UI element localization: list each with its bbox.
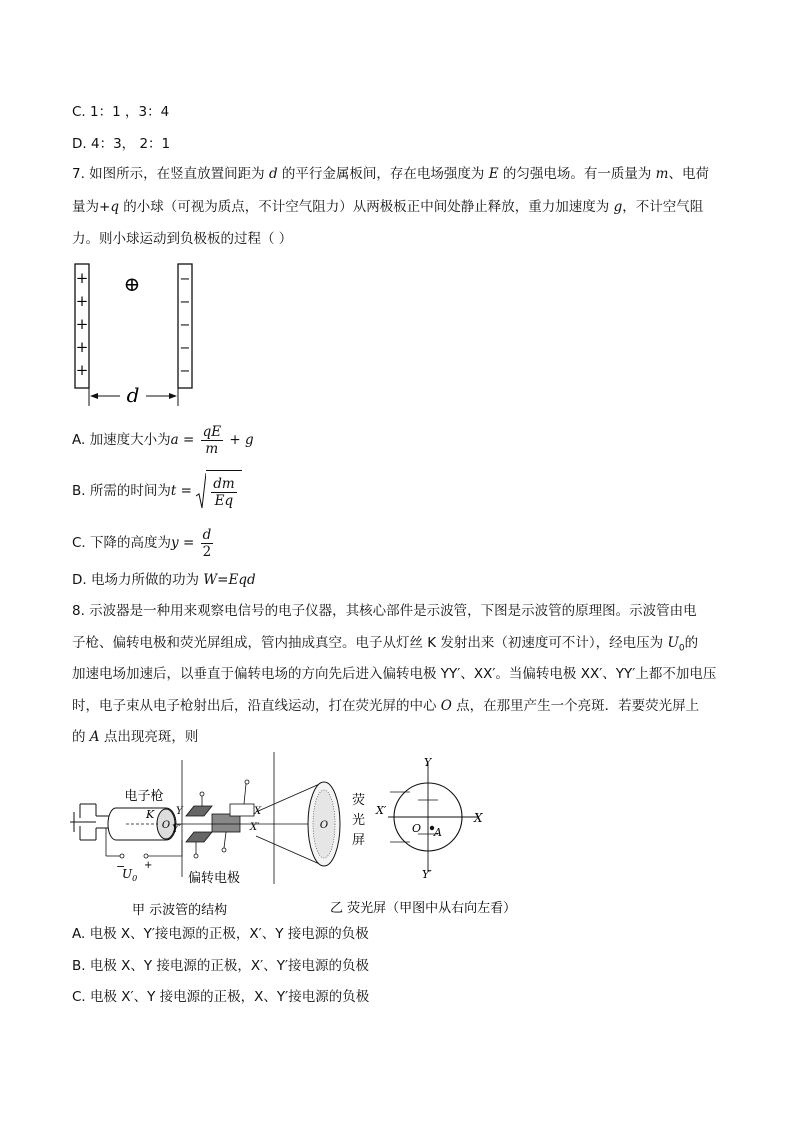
option-label: D. 电场力所做的功为 [72, 572, 204, 588]
option-fraction [201, 424, 224, 457]
plus-sign: + [75, 269, 89, 287]
fraction-numerator: dm [213, 475, 235, 492]
q8-text: 时，电子束从电子枪射出后，沿直线运动，打在荧光屏的中心 [72, 698, 441, 714]
arrow-right-icon [169, 393, 177, 399]
q8-text: 点，在那里产生一个亮斑．若要荧光屏上 [451, 698, 700, 714]
minus-sign: − [179, 295, 191, 310]
option-tail: + g [225, 432, 254, 448]
q8-stem-line3: 加速电场加速后，以垂直于偏转电场的方向先后进入偏转电极 YY′、XX′。当偏转电极 XX′、YY′上都不加电压 [72, 666, 717, 682]
sqrt-expression [196, 470, 241, 512]
fraction-numerator: d [202, 526, 212, 543]
origin-o-label: O [412, 822, 422, 835]
point-a-label: A [434, 826, 442, 839]
q7-option-b [72, 470, 242, 512]
option-expr: W=Eqd [203, 572, 256, 588]
q7-option-d [72, 570, 256, 590]
axis-x-label: X [474, 811, 483, 825]
option-eq: = [178, 432, 199, 448]
q7-text: 的匀强电场。有一质量为 [498, 166, 656, 182]
q8-stem-line5 [72, 727, 198, 747]
q8-stem-line1: 8. 示波器是一种用来观察电信号的电子仪器，其核心部件是示波管，下图是示波管的原理图。示波管由电 [72, 603, 697, 619]
screen-char: 屏 [352, 833, 366, 848]
q7-var-m: m [655, 166, 669, 182]
option-var: y [171, 535, 179, 551]
q7-text: 的小球（可视为质点，不计空气阻力）从两极板正中间处静止释放，重力加速度为 [118, 199, 614, 215]
q8-text: 点出现亮斑，则 [99, 729, 199, 745]
gun-o-label: O [161, 820, 171, 831]
screen-char: 光 [352, 813, 366, 828]
q8-sub: 0 [678, 643, 685, 654]
option-label: A. 加速度大小为 [72, 432, 171, 448]
q7-text: 、电荷 [668, 166, 709, 182]
option-prev-c: C. 1：1 ，3：4 [72, 104, 170, 120]
axis-yp-label: Y′ [422, 868, 432, 881]
filament-k-label: K [146, 808, 155, 821]
option-label: C. 下降的高度为 [72, 535, 172, 551]
fraction-denominator: m [205, 440, 219, 457]
q7-option-a [72, 422, 254, 458]
screen-char: 荧 [352, 793, 366, 808]
distance-label: d [126, 383, 140, 407]
figure-yi-caption: 乙 荧光屏（甲图中从右向左看） [330, 901, 517, 916]
fluorescent-screen-figure [330, 752, 550, 922]
plus-sign: + [75, 361, 89, 379]
fraction-denominator: 2 [202, 543, 212, 560]
plus-sign: + [75, 338, 89, 356]
option-fraction [201, 527, 214, 560]
q7-text: 的平行金属板间，存在电场强度为 [277, 166, 489, 182]
minus-sign: − [179, 364, 191, 379]
q7-var-d: d [268, 166, 278, 182]
plate-y-label: Y [176, 806, 183, 817]
plus-sign: + [75, 292, 89, 310]
q8-var-u: U [667, 635, 679, 651]
option-label: B. 所需的时间为 [72, 483, 171, 499]
screen-o-label: O [319, 820, 329, 831]
u0-minus: − [116, 860, 126, 873]
q8-text: 的 [72, 729, 90, 745]
axis-y-label: Y [424, 756, 432, 769]
minus-sign: − [179, 341, 191, 356]
plate-yp-label: Y′ [172, 824, 181, 835]
option-var: a [170, 432, 179, 448]
u0-label: $U_0$ [122, 867, 138, 883]
q8-var-o: O [440, 698, 452, 714]
deflection-electrode-label: 偏转电极 [188, 871, 241, 886]
fraction-denominator: Eq [214, 492, 234, 509]
q7-text: 7. 如图所示，在竖直放置间距为 [72, 166, 269, 182]
u0-plus: + [144, 860, 153, 871]
electron-gun-label: 电子枪 [124, 789, 164, 804]
q7-var-g: g [613, 199, 623, 215]
q8-option-b: B. 电极 X、Y 接电源的正极，X′、Y′接电源的负极 [72, 958, 370, 974]
option-eq: = [178, 535, 199, 551]
q7-option-c [72, 524, 215, 562]
q8-text: 子枪、偏转电极和荧光屏组成，管内抽成真空。电子从灯丝 K 发射出来（初速度可不计），经电压为 [72, 635, 668, 651]
q8-var-a: A [89, 729, 100, 745]
q7-var-e: E [488, 166, 499, 182]
q7-stem-line3: 力。则小球运动到负极板的过程（ ） [72, 231, 293, 247]
q7-stem-line2 [72, 197, 703, 217]
charged-ball-icon: ⊕ [123, 272, 141, 296]
option-fraction [211, 476, 236, 509]
option-eq: = [176, 483, 197, 499]
plate-x-label: X [254, 806, 262, 817]
fraction-numerator: qE [202, 423, 222, 440]
option-prev-d: D. 4：3， 2：1 [72, 136, 171, 152]
minus-sign: − [179, 272, 191, 287]
axis-xp-label: X′ [376, 804, 387, 817]
q7-stem-line1 [72, 164, 709, 184]
q8-option-c: C. 电极 X′、Y 接电源的正极，X、Y′接电源的负极 [72, 989, 370, 1005]
plus-sign: + [75, 315, 89, 333]
q7-text: 量为+ [72, 199, 111, 215]
plate-xp-label: X′ [250, 822, 260, 833]
q8-stem-line4 [72, 696, 699, 716]
q8-stem-line2 [72, 633, 698, 659]
figure-jia-caption: 甲 示波管的结构 [132, 903, 228, 918]
q7-plates-figure [64, 258, 204, 410]
q8-option-a: A. 电极 X、Y′接电源的正极，X′、Y 接电源的负极 [72, 926, 369, 942]
option-var: t [170, 483, 177, 499]
q8-text: 的 [684, 635, 699, 651]
q7-var-q: q [110, 199, 119, 215]
minus-sign: − [179, 318, 191, 333]
q7-text: ，不计空气阻 [622, 199, 704, 215]
arrow-left-icon [90, 393, 98, 399]
